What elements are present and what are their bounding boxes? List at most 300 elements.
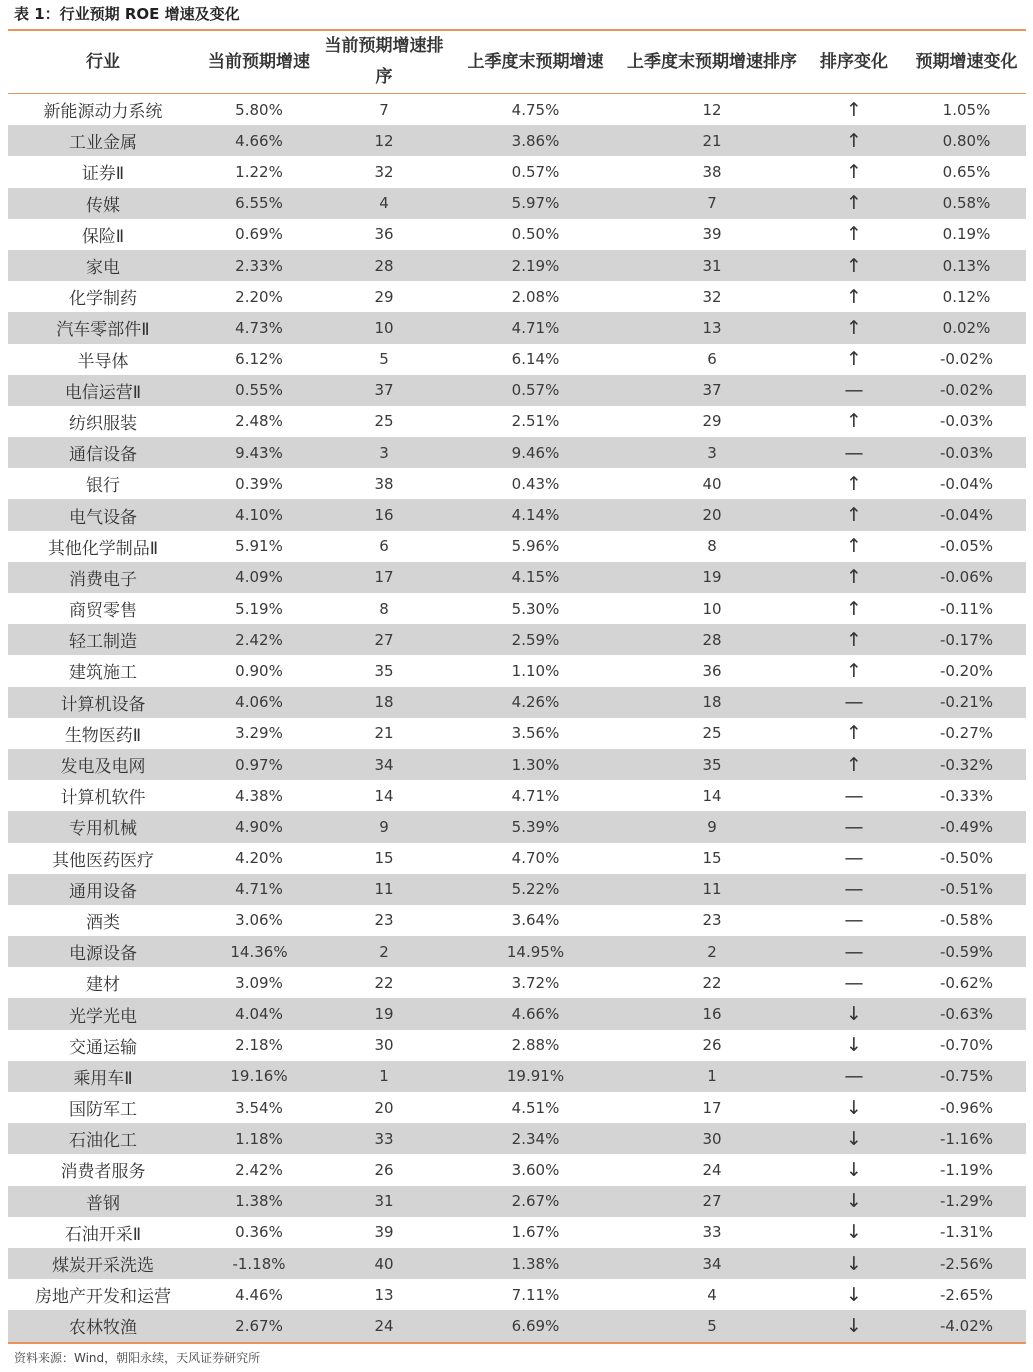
cell-current-rank: 4: [320, 188, 448, 219]
cell-prev-growth: 0.50%: [511, 225, 560, 244]
cell-current-growth: 2.48%: [235, 412, 283, 431]
table-row: [8, 1123, 1026, 1154]
cell-current-growth: 4.09%: [198, 562, 320, 593]
cell-industry: 电气设备: [8, 499, 198, 530]
cell-prev-growth: 1.10%: [511, 661, 560, 680]
cell-current-rank: 35: [374, 661, 394, 680]
cell-current-growth: 0.97%: [198, 749, 320, 780]
cell-prev-growth: 6.69%: [448, 1310, 623, 1342]
cell-industry: 纺织服装: [69, 413, 137, 434]
cell-growth-change: -0.58%: [939, 911, 994, 930]
cell-rank-change: ↑: [846, 285, 862, 308]
cell-industry: 通信设备: [8, 437, 198, 468]
cell-growth-change: -0.17%: [907, 624, 1026, 655]
cell-current-rank: 25: [374, 412, 394, 431]
cell-prev-rank: 14: [702, 786, 722, 805]
cell-prev-growth: 4.66%: [448, 998, 623, 1029]
cell-industry: 其他医药医疗: [52, 850, 154, 871]
header-current-rank: 当前预期增速排序: [320, 31, 448, 94]
header-rank-change: 排序变化: [801, 31, 907, 94]
cell-industry: 计算机设备: [8, 687, 198, 718]
cell-current-growth: 3.09%: [235, 973, 283, 992]
cell-current-growth: 4.71%: [198, 874, 320, 905]
cell-rank-change: ↑: [801, 250, 907, 281]
cell-prev-rank: 7: [623, 188, 801, 219]
cell-prev-growth: 5.97%: [448, 188, 623, 219]
cell-industry: 商贸零售: [69, 601, 137, 622]
cell-current-rank: 3: [320, 437, 448, 468]
cell-current-rank: 10: [320, 312, 448, 343]
cell-current-growth: 2.33%: [198, 250, 320, 281]
table-row: [8, 531, 1026, 562]
cell-current-rank: 38: [374, 474, 394, 493]
cell-industry: 交通运输: [69, 1037, 137, 1058]
cell-rank-change: ↓: [846, 1158, 862, 1181]
table-row: [8, 406, 1026, 437]
cell-industry: 光学光电: [8, 998, 198, 1029]
cell-current-rank: 28: [320, 250, 448, 281]
cell-prev-growth: 3.56%: [511, 724, 560, 743]
cell-industry: 消费者服务: [60, 1162, 146, 1183]
cell-rank-change: —: [801, 811, 907, 842]
cell-prev-rank: 18: [623, 687, 801, 718]
header-prev-growth: 上季度末预期增速: [448, 31, 623, 94]
table-row: [8, 125, 1026, 156]
table-row: [8, 250, 1026, 281]
cell-industry: 工业金属: [8, 125, 198, 156]
table-row: [8, 967, 1026, 998]
cell-rank-change: ↑: [846, 98, 862, 121]
cell-growth-change: -0.50%: [939, 849, 994, 868]
table-row: [8, 1279, 1026, 1310]
cell-growth-change: -0.03%: [907, 437, 1026, 468]
cell-rank-change: ↑: [801, 312, 907, 343]
cell-prev-rank: 27: [623, 1186, 801, 1217]
cell-current-growth: 3.06%: [235, 911, 283, 930]
cell-rank-change: ↑: [801, 499, 907, 530]
cell-prev-rank: 9: [623, 811, 801, 842]
cell-growth-change: -4.02%: [907, 1310, 1026, 1342]
cell-rank-change: ↑: [846, 659, 862, 682]
cell-prev-rank: 29: [702, 412, 722, 431]
cell-current-rank: 9: [320, 811, 448, 842]
cell-prev-rank: 2: [623, 936, 801, 967]
cell-current-growth: 4.04%: [198, 998, 320, 1029]
cell-prev-growth: 2.88%: [511, 1036, 560, 1055]
table-row: [8, 718, 1026, 749]
cell-rank-change: ↓: [801, 1248, 907, 1279]
cell-industry: 证券Ⅱ: [81, 164, 125, 185]
table-row: [8, 375, 1026, 406]
cell-rank-change: ↓: [801, 1186, 907, 1217]
cell-industry: 房地产开发和运营: [35, 1287, 171, 1308]
cell-growth-change: -0.96%: [939, 1098, 994, 1117]
cell-growth-change: -1.19%: [939, 1160, 994, 1179]
header-row: [8, 31, 1026, 94]
cell-current-growth: 4.06%: [198, 687, 320, 718]
cell-current-rank: 13: [374, 1285, 394, 1304]
cell-prev-growth: 19.91%: [448, 1061, 623, 1092]
cell-current-growth: 4.90%: [198, 811, 320, 842]
cell-rank-change: ↓: [846, 1034, 862, 1057]
cell-current-rank: 19: [320, 998, 448, 1029]
cell-rank-change: ↓: [801, 1310, 907, 1342]
cell-rank-change: ↓: [846, 1096, 862, 1119]
cell-prev-rank: 16: [623, 998, 801, 1029]
cell-prev-growth: 0.57%: [511, 162, 560, 181]
cell-current-growth: 2.20%: [235, 287, 283, 306]
cell-current-growth: 0.90%: [235, 661, 283, 680]
cell-rank-change: —: [801, 1061, 907, 1092]
cell-current-rank: 14: [374, 786, 394, 805]
cell-current-growth: 0.36%: [235, 1223, 283, 1242]
cell-prev-rank: 3: [623, 437, 801, 468]
cell-prev-rank: 12: [702, 100, 722, 119]
cell-current-growth: 2.42%: [198, 624, 320, 655]
cell-growth-change: 0.19%: [942, 225, 991, 244]
cell-current-growth: 4.10%: [198, 499, 320, 530]
cell-growth-change: -0.05%: [939, 537, 994, 556]
cell-rank-change: ↑: [801, 125, 907, 156]
cell-current-growth: 5.91%: [235, 537, 283, 556]
table-row: [8, 1030, 1026, 1061]
cell-growth-change: -0.20%: [939, 661, 994, 680]
cell-current-rank: 7: [379, 100, 389, 119]
cell-current-rank: 36: [374, 225, 394, 244]
header-growth-change: 预期增速变化: [907, 31, 1026, 94]
cell-industry: 计算机软件: [60, 788, 146, 809]
cell-growth-change: -1.31%: [939, 1223, 994, 1242]
cell-industry: 电源设备: [8, 936, 198, 967]
cell-rank-change: —: [801, 936, 907, 967]
cell-current-growth: 6.55%: [198, 188, 320, 219]
table-row: [8, 624, 1026, 655]
cell-current-growth: 3.54%: [235, 1098, 283, 1117]
cell-industry: 汽车零部件Ⅱ: [8, 312, 198, 343]
cell-rank-change: ↑: [801, 624, 907, 655]
cell-rank-change: ↓: [846, 1221, 862, 1244]
cell-prev-growth: 3.86%: [448, 125, 623, 156]
cell-growth-change: -0.06%: [907, 562, 1026, 593]
cell-current-rank: 39: [374, 1223, 394, 1242]
cell-current-growth: 6.12%: [235, 350, 283, 369]
cell-rank-change: ↑: [846, 160, 862, 183]
cell-growth-change: 0.13%: [907, 250, 1026, 281]
cell-current-growth: 4.20%: [235, 849, 283, 868]
cell-growth-change: 0.80%: [907, 125, 1026, 156]
table-row: [8, 219, 1026, 250]
cell-prev-rank: 26: [702, 1036, 722, 1055]
cell-current-growth: 4.46%: [235, 1285, 283, 1304]
cell-prev-rank: 6: [707, 350, 717, 369]
cell-prev-rank: 1: [623, 1061, 801, 1092]
cell-current-growth: 4.66%: [198, 125, 320, 156]
cell-prev-rank: 13: [623, 312, 801, 343]
cell-growth-change: -0.62%: [939, 973, 994, 992]
cell-prev-growth: 3.60%: [511, 1160, 560, 1179]
cell-growth-change: -0.27%: [939, 724, 994, 743]
cell-rank-change: ↑: [846, 223, 862, 246]
table-row: [8, 905, 1026, 936]
cell-rank-change: —: [801, 437, 907, 468]
roe-growth-table: [8, 31, 1026, 1344]
cell-prev-growth: 3.64%: [511, 911, 560, 930]
cell-growth-change: 0.65%: [942, 162, 991, 181]
cell-current-rank: 31: [320, 1186, 448, 1217]
cell-current-growth: 2.67%: [198, 1310, 320, 1342]
cell-prev-growth: 14.95%: [448, 936, 623, 967]
cell-prev-rank: 25: [702, 724, 722, 743]
cell-prev-rank: 21: [623, 125, 801, 156]
cell-current-rank: 5: [379, 350, 389, 369]
cell-industry: 消费电子: [8, 562, 198, 593]
table-row: [8, 281, 1026, 312]
cell-industry: 轻工制造: [8, 624, 198, 655]
cell-prev-rank: 24: [702, 1160, 722, 1179]
cell-prev-growth: 5.39%: [448, 811, 623, 842]
cell-current-rank: 29: [374, 287, 394, 306]
cell-current-rank: 21: [374, 724, 394, 743]
cell-growth-change: -2.65%: [939, 1285, 994, 1304]
cell-current-rank: 40: [320, 1248, 448, 1279]
cell-current-rank: 15: [374, 849, 394, 868]
cell-prev-growth: 2.59%: [448, 624, 623, 655]
cell-prev-growth: 5.96%: [511, 537, 560, 556]
cell-current-growth: 1.18%: [198, 1123, 320, 1154]
cell-prev-rank: 19: [623, 562, 801, 593]
cell-prev-growth: 5.22%: [448, 874, 623, 905]
cell-rank-change: —: [801, 687, 907, 718]
cell-prev-rank: 23: [702, 911, 722, 930]
cell-rank-change: ↑: [846, 597, 862, 620]
header-prev-rank: 上季度末预期增速排序: [623, 31, 801, 94]
cell-growth-change: -0.59%: [907, 936, 1026, 967]
cell-current-growth: 4.73%: [198, 312, 320, 343]
cell-prev-growth: 4.71%: [448, 312, 623, 343]
cell-rank-change: ↓: [801, 1123, 907, 1154]
cell-prev-rank: 10: [702, 599, 722, 618]
table-row: [8, 780, 1026, 811]
table-row: [8, 593, 1026, 624]
cell-current-rank: 16: [320, 499, 448, 530]
cell-growth-change: -0.11%: [939, 599, 994, 618]
cell-growth-change: -0.04%: [939, 474, 994, 493]
cell-industry: 发电及电网: [8, 749, 198, 780]
cell-prev-growth: 2.51%: [511, 412, 560, 431]
cell-rank-change: ↑: [846, 410, 862, 433]
cell-rank-change: —: [844, 909, 864, 932]
cell-industry: 通用设备: [8, 874, 198, 905]
cell-current-growth: 1.22%: [235, 162, 283, 181]
cell-rank-change: —: [801, 375, 907, 406]
cell-prev-rank: 36: [702, 661, 722, 680]
cell-industry: 建筑施工: [69, 663, 137, 684]
cell-growth-change: -0.49%: [907, 811, 1026, 842]
cell-rank-change: ↑: [801, 188, 907, 219]
cell-industry: 普钢: [8, 1186, 198, 1217]
cell-prev-growth: 4.15%: [448, 562, 623, 593]
cell-current-rank: 18: [320, 687, 448, 718]
cell-rank-change: ↑: [846, 535, 862, 558]
cell-industry: 专用机械: [8, 811, 198, 842]
cell-current-rank: 32: [374, 162, 394, 181]
table-row: [8, 1092, 1026, 1123]
cell-prev-rank: 28: [623, 624, 801, 655]
cell-rank-change: —: [844, 784, 864, 807]
table-row: [8, 1310, 1026, 1342]
table-row: [8, 936, 1026, 967]
cell-growth-change: -0.70%: [939, 1036, 994, 1055]
cell-current-growth: 0.55%: [198, 375, 320, 406]
cell-current-rank: 37: [320, 375, 448, 406]
cell-prev-growth: 4.26%: [448, 687, 623, 718]
cell-rank-change: —: [844, 971, 864, 994]
cell-current-rank: 24: [320, 1310, 448, 1342]
table-row: [8, 156, 1026, 187]
table-row: [8, 468, 1026, 499]
cell-current-rank: 30: [374, 1036, 394, 1055]
cell-current-rank: 22: [374, 973, 394, 992]
table-body: [8, 94, 1026, 1343]
cell-prev-growth: 4.71%: [511, 786, 560, 805]
cell-growth-change: 0.12%: [942, 287, 991, 306]
header-industry: 行业: [8, 31, 198, 94]
cell-current-growth: 0.69%: [235, 225, 283, 244]
cell-rank-change: —: [801, 874, 907, 905]
cell-growth-change: -0.04%: [907, 499, 1026, 530]
cell-prev-rank: 33: [702, 1223, 722, 1242]
cell-industry: 农林牧渔: [8, 1310, 198, 1342]
table-row: [8, 1061, 1026, 1092]
cell-current-rank: 26: [374, 1160, 394, 1179]
cell-rank-change: —: [844, 847, 864, 870]
table-row: [8, 1154, 1026, 1185]
table-row: [8, 998, 1026, 1029]
cell-current-rank: 34: [320, 749, 448, 780]
cell-growth-change: -1.29%: [907, 1186, 1026, 1217]
cell-growth-change: -0.32%: [907, 749, 1026, 780]
cell-prev-rank: 30: [623, 1123, 801, 1154]
cell-growth-change: 1.05%: [942, 100, 991, 119]
cell-growth-change: -0.51%: [907, 874, 1026, 905]
cell-growth-change: -0.03%: [939, 412, 994, 431]
cell-prev-rank: 20: [623, 499, 801, 530]
cell-prev-growth: 1.30%: [448, 749, 623, 780]
cell-current-rank: 23: [374, 911, 394, 930]
table-row: [8, 437, 1026, 468]
table-caption: 表 1：行业预期 ROE 增速及变化: [14, 5, 240, 23]
cell-current-growth: 19.16%: [198, 1061, 320, 1092]
cell-rank-change: ↑: [801, 749, 907, 780]
cell-prev-growth: 4.14%: [448, 499, 623, 530]
cell-industry: 银行: [86, 476, 120, 497]
cell-prev-rank: 11: [623, 874, 801, 905]
cell-current-rank: 20: [374, 1098, 394, 1117]
cell-current-rank: 33: [320, 1123, 448, 1154]
cell-prev-growth: 4.70%: [511, 849, 560, 868]
cell-prev-rank: 35: [623, 749, 801, 780]
cell-industry: 石油化工: [8, 1123, 198, 1154]
cell-prev-growth: 7.11%: [511, 1285, 560, 1304]
cell-industry: 电信运营Ⅱ: [8, 375, 198, 406]
cell-prev-rank: 22: [702, 973, 722, 992]
cell-current-rank: 8: [379, 599, 389, 618]
cell-prev-growth: 2.08%: [511, 287, 560, 306]
cell-rank-change: ↓: [801, 998, 907, 1029]
cell-rank-change: ↑: [846, 348, 862, 371]
table-row: [8, 811, 1026, 842]
source-note: 资料来源：Wind，朝阳永续，天风证券研究所: [14, 1351, 261, 1365]
cell-prev-growth: 0.43%: [511, 474, 560, 493]
cell-current-growth: 2.42%: [235, 1160, 283, 1179]
table-row: [8, 1186, 1026, 1217]
cell-prev-growth: 5.30%: [511, 599, 560, 618]
cell-industry: 传媒: [8, 188, 198, 219]
cell-current-growth: 3.29%: [235, 724, 283, 743]
cell-industry: 酒类: [86, 912, 120, 933]
cell-current-rank: 17: [320, 562, 448, 593]
cell-current-growth: 1.38%: [198, 1186, 320, 1217]
cell-industry: 化学制药: [69, 289, 137, 310]
cell-current-rank: 6: [379, 537, 389, 556]
cell-prev-rank: 31: [623, 250, 801, 281]
cell-industry: 煤炭开采洗选: [8, 1248, 198, 1279]
table-row: [8, 843, 1026, 874]
cell-prev-rank: 38: [702, 162, 722, 181]
cell-growth-change: -0.02%: [939, 350, 994, 369]
cell-prev-rank: 17: [702, 1098, 722, 1117]
cell-prev-rank: 34: [623, 1248, 801, 1279]
cell-rank-change: ↑: [846, 722, 862, 745]
cell-prev-growth: 6.14%: [511, 350, 560, 369]
cell-industry: 保险Ⅱ: [81, 226, 125, 247]
cell-growth-change: -0.33%: [939, 786, 994, 805]
cell-industry: 新能源动力系统: [43, 102, 163, 123]
cell-growth-change: -0.75%: [907, 1061, 1026, 1092]
table-row: [8, 655, 1026, 686]
table-row: [8, 687, 1026, 718]
table-row: [8, 499, 1026, 530]
cell-growth-change: 0.58%: [907, 188, 1026, 219]
cell-current-growth: 14.36%: [198, 936, 320, 967]
cell-prev-growth: 2.67%: [448, 1186, 623, 1217]
cell-current-growth: -1.18%: [198, 1248, 320, 1279]
cell-prev-growth: 9.46%: [448, 437, 623, 468]
table-row: [8, 188, 1026, 219]
cell-current-growth: 9.43%: [198, 437, 320, 468]
cell-industry: 其他化学制品Ⅱ: [47, 538, 159, 559]
cell-rank-change: ↓: [846, 1283, 862, 1306]
table-row: [8, 344, 1026, 375]
cell-industry: 生物医药Ⅱ: [64, 725, 142, 746]
cell-prev-growth: 2.19%: [448, 250, 623, 281]
cell-industry: 国防军工: [69, 1100, 137, 1121]
cell-prev-growth: 2.34%: [448, 1123, 623, 1154]
cell-prev-growth: 1.67%: [511, 1223, 560, 1242]
table-row: [8, 312, 1026, 343]
table-row: [8, 1217, 1026, 1248]
table-row: [8, 94, 1026, 126]
table-row: [8, 1248, 1026, 1279]
cell-current-growth: 4.38%: [235, 786, 283, 805]
cell-current-rank: 27: [320, 624, 448, 655]
cell-industry: 建材: [86, 975, 120, 996]
cell-growth-change: -0.21%: [907, 687, 1026, 718]
cell-growth-change: -1.16%: [907, 1123, 1026, 1154]
cell-current-growth: 2.18%: [235, 1036, 283, 1055]
table-row: [8, 562, 1026, 593]
cell-prev-rank: 37: [623, 375, 801, 406]
